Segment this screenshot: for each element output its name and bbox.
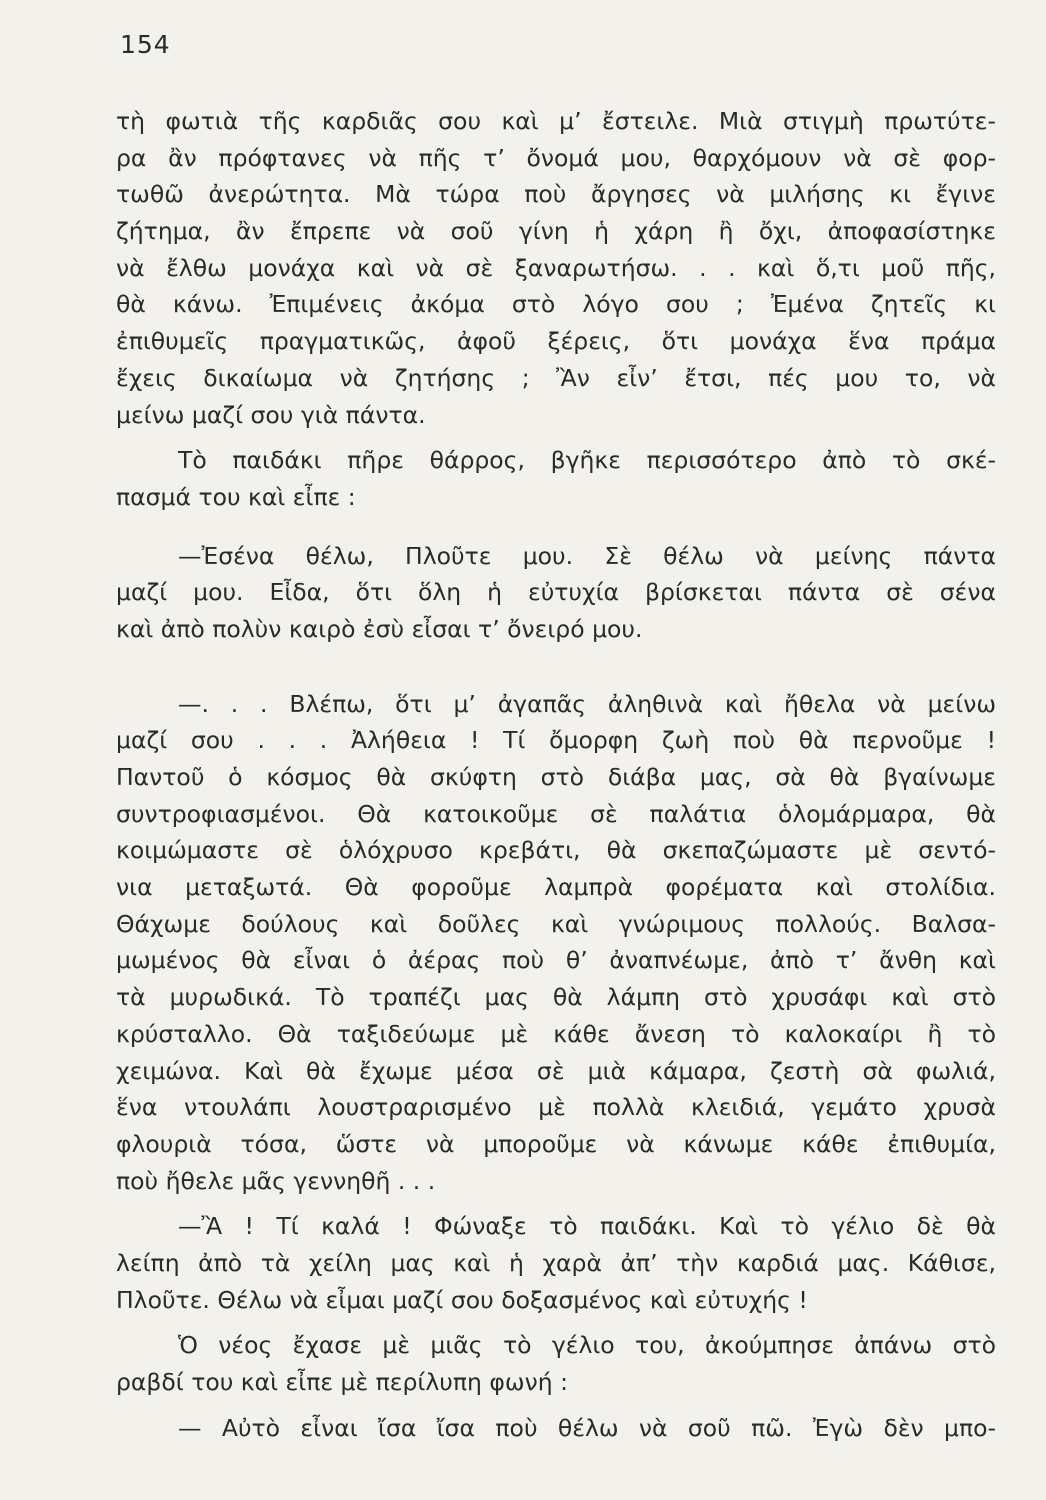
text-line: θὰ κάνω. Ἐπιμένεις ἀκόμα στὸ λόγο σου ; Ἐμένα ζητεῖς κι [116, 290, 996, 319]
text-line: —Ἐσένα θέλω, Πλοῦτε μου. Σὲ θέλω νὰ μείνης πάντα [178, 541, 996, 570]
text-line: νὰ ἔλθω μονάχα καὶ νὰ σὲ ξαναρωτήσω. . . καὶ ὅ,τι μοῦ πῆς, [116, 253, 996, 282]
text-line: ζήτημα, ἂν ἔπρεπε νὰ σοῦ γίνη ἡ χάρη ἢ ὄχι, ἀποφασίστηκε [116, 217, 996, 246]
text-line: φλουριὰ τόσα, ὥστε νὰ μποροῦμε νὰ κάνωμε κάθε ἐπιθυμία, [116, 1129, 996, 1158]
text-line: ἐπιθυμεῖς πραγματικῶς, ἀφοῦ ξέρεις, ὅτι μονάχα ἕνα πράμα [116, 327, 996, 356]
text-line: Ὁ νέος ἔχασε μὲ μιᾶς τὸ γέλιο του, ἀκούμπησε ἀπάνω στὸ [178, 1331, 996, 1360]
text-line: τὴ φωτιὰ τῆς καρδιᾶς σου καὶ μ’ ἔστειλε. Μιὰ στιγμὴ πρωτύτε- [116, 107, 996, 135]
text-line: λείπη ἀπὸ τὰ χείλη μας καὶ ἡ χαρὰ ἀπ’ τὴν καρδιά μας. Κάθισε, [116, 1248, 996, 1277]
body-text [116, 103, 996, 1446]
text-line: ἔχεις δικαίωμα νὰ ζητήσης ; Ἂν εἶν’ ἔτσι, πές μου το, νὰ [116, 363, 996, 392]
text-line: μαζί σου . . . Ἀλήθεια ! Τί ὄμορφη ζωὴ ποὺ θὰ περνοῦμε ! [116, 726, 996, 755]
text-line: Τὸ παιδάκι πῆρε θάρρος, βγῆκε περισσότερο ἀπὸ τὸ σκέ- [178, 446, 996, 475]
page-number: 154 [120, 30, 171, 59]
text-line: ἕνα ντουλάπι λουστραρισμένο μὲ πολλὰ κλειδιά, γεμάτο χρυσὰ [116, 1093, 996, 1122]
text-line: τωθῶ ἀνερώτητα. Μὰ τώρα ποὺ ἄργησες νὰ μιλήσης κι ἔγινε [116, 180, 996, 209]
text-line: μωμένος θὰ εἶναι ὁ ἀέρας ποὺ θ’ ἀναπνέωμε, ἀπὸ τ’ ἄνθη καὶ [116, 946, 996, 975]
text-line: πασμά του καὶ εἶπε : [116, 482, 356, 511]
text-line: —Ἂ ! Τί καλά ! Φώναξε τὸ παιδάκι. Καὶ τὸ γέλιο δὲ θὰ [178, 1212, 996, 1241]
text-line: ποὺ ἤθελε μᾶς γεννηθῆ . . . [116, 1166, 436, 1195]
text-line: μείνω μαζί σου γιὰ πάντα. [116, 400, 426, 429]
text-line: νια μεταξωτά. Θὰ φοροῦμε λαμπρὰ φορέματα καὶ στολίδια. [116, 873, 996, 902]
text-line: χειμώνα. Καὶ θὰ ἔχωμε μέσα σὲ μιὰ κάμαρα, ζεστὴ σὰ φωλιά, [116, 1056, 996, 1085]
text-line: κρύσταλλο. Θὰ ταξιδεύωμε μὲ κάθε ἄνεση τὸ καλοκαίρι ἢ τὸ [116, 1019, 996, 1048]
text-line: ραβδί του καὶ εἶπε μὲ περίλυπη φωνή : [116, 1368, 568, 1396]
text-line: μαζί μου. Εἶδα, ὅτι ὅλη ἡ εὐτυχία βρίσκεται πάντα σὲ σένα [116, 578, 996, 607]
text-line: τὰ μυρωδικά. Τὸ τραπέζι μας θὰ λάμπη στὸ χρυσάφι καὶ στὸ [116, 983, 996, 1012]
text-line: συντροφιασμένοι. Θὰ κατοικοῦμε σὲ παλάτια ὁλομάρμαρα, θὰ [116, 799, 996, 828]
text-line: καὶ ἀπὸ πολὺν καιρὸ ἐσὺ εἶσαι τ’ ὄνειρό μου. [116, 614, 643, 643]
text-line: κοιμώμαστε σὲ ὁλόχρυσο κρεβάτι, θὰ σκεπαζώμαστε μὲ σεντό- [116, 836, 996, 865]
text-line: —. . . Βλέπω, ὅτι μ’ ἀγαπᾶς ἀληθινὰ καὶ ἤθελα νὰ μείνω [178, 689, 996, 718]
text-line: — Αὐτὸ εἶναι ἴσα ἴσα ποὺ θέλω νὰ σοῦ πῶ. Ἐγὼ δὲν μπο- [178, 1413, 996, 1442]
text-line: Πλοῦτε. Θέλω νὰ εἶμαι μαζί σου δοξασμένος καὶ εὐτυχής ! [116, 1285, 808, 1314]
text-line: Παντοῦ ὁ κόσμος θὰ σκύφτη στὸ διάβα μας, σὰ θὰ βγαίνωμε [116, 763, 996, 791]
text-line: Θάχωμε δούλους καὶ δοῦλες καὶ γνώριμους πολλούς. Βαλσα- [116, 909, 996, 938]
text-line: ρα ἂν πρόφτανες νὰ πῆς τ’ ὄνομά μου, θαρχόμουν νὰ σὲ φορ- [116, 143, 996, 172]
